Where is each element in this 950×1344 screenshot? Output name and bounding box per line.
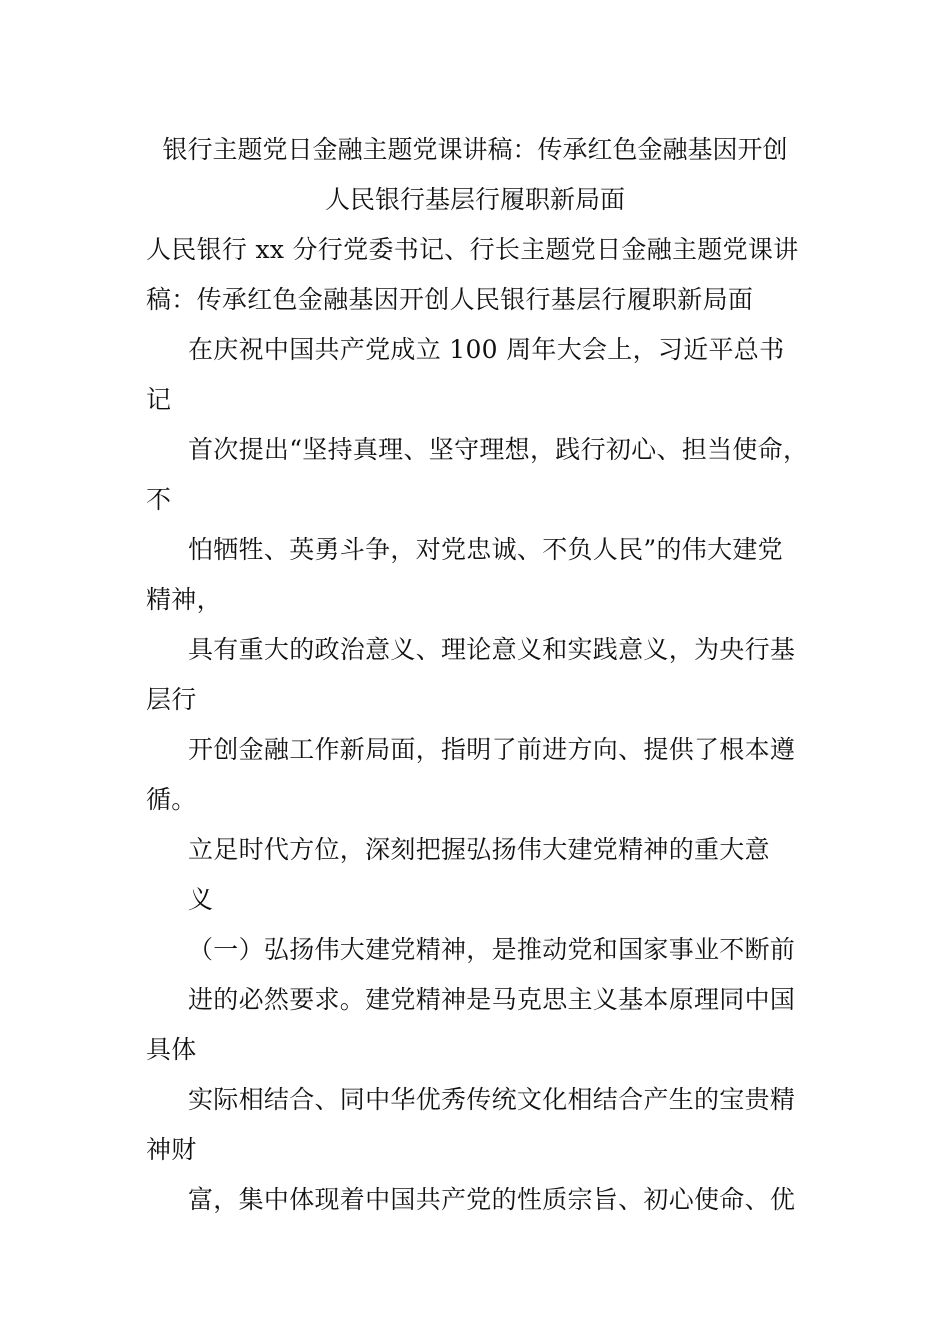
body-line: 立足时代方位，深刻把握弘扬伟大建党精神的重大意 bbox=[188, 835, 770, 864]
body-line: 富，集中体现着中国共产党的性质宗旨、初心使命、优 bbox=[188, 1185, 796, 1214]
body-line: 首次提出“坚持真理、坚守理想，践行初心、担当使命， bbox=[188, 435, 809, 464]
body-line: 开创金融工作新局面，指明了前进方向、提供了根本遵 bbox=[188, 735, 796, 764]
body-line: 实际相结合、同中华优秀传统文化相结合产生的宝贵精 bbox=[188, 1085, 796, 1114]
body-line: 神财 bbox=[146, 1135, 197, 1164]
body-line: 循。 bbox=[146, 785, 197, 814]
document-title-line-2: 人民银行基层行履职新局面 bbox=[324, 185, 625, 214]
body-line: 进的必然要求。建党精神是马克思主义基本原理同中国 bbox=[188, 985, 796, 1014]
body-line: 具体 bbox=[146, 1035, 197, 1064]
body-line: 义 bbox=[188, 885, 214, 914]
body-line: （一）弘扬伟大建党精神，是推动党和国家事业不断前 bbox=[188, 935, 796, 964]
body-line: 具有重大的政治意义、理论意义和实践意义，为央行基 bbox=[188, 635, 796, 664]
body-line: 不 bbox=[146, 485, 172, 514]
body-line: 在庆祝中国共产党成立 100 周年大会上，习近平总书 bbox=[188, 335, 785, 364]
body-line: 稿：传承红色金融基因开创人民银行基层行履职新局面 bbox=[146, 285, 754, 314]
body-line: 记 bbox=[146, 385, 172, 414]
document-title-line-1: 银行主题党日金融主题党课讲稿：传承红色金融基因开创 bbox=[162, 135, 788, 164]
body-line: 精神， bbox=[146, 585, 222, 614]
body-line: 人民银行 xx 分行党委书记、行长主题党日金融主题党课讲 bbox=[146, 235, 799, 264]
body-line: 怕牺牲、英勇斗争，对党忠诚、不负人民”的伟大建党 bbox=[188, 535, 783, 564]
body-line: 层行 bbox=[146, 685, 197, 714]
